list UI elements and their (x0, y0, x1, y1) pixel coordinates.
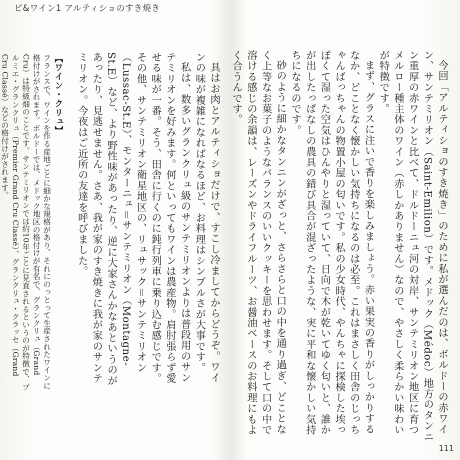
left-page-body (73, 52, 220, 388)
footnote-box (0, 54, 64, 392)
right-page-body (230, 50, 448, 444)
running-head: ピ&ワイン1 アルティショのすき焼き (14, 4, 161, 14)
right-page (230, 0, 460, 460)
paragraph: 具はお肉とアルティショだけで、すこし冷ましてからどうぞ。ワインの味が複雑になればなるほど、お料理はシンプルさが大事です。 (193, 52, 219, 384)
footnote-text: フランスで、ワインを作る産地ごとに細かな規格があり、それにのっとって生産されたワインに格付けがされます。ボルドーでは、メドック地区の格付けが有名で、グランクリュ（Grand Cru）は特級畑のことです。サンテミリオンでは約10年ごとに見直されるというのが特徴で、プルミエ・グランクリュ（Premier Grand Cru Classé）、グランクリュ・クラッセ（Grand Cru Classé）などの格付けがされます。 (0, 54, 52, 391)
page-number: 111 (438, 444, 454, 453)
paragraph: まず、グラスに注いで香りを楽しみましょう。赤い果実の香りがしっかりするなか、どことなく懐かしい気持ちになるのは必至。これはまさしく田舎のじっちゃんばっちゃんの物置小屋の匂いです。私の少女時代、やんちゃに探検した埃っぽくて湿った空気はひんやりと湿っていて、日向で木が乾いてゆく匂いと、誰かが出したっぱなしの農具の錆び具合が混ざったような、実に平和な懐かしい気持ちになるのです。 (288, 50, 374, 436)
footnote-title: 【ワイン・クリュ】 (54, 54, 64, 135)
paragraph: 砂のように細かなタンニンがざっと、さらさらと口の中を通り過ぎ、どことなく上等なお菓子のようなバランスのいいクッキーを思わせます。そして口の中で溶ける感じの余韻は、レーズンやドライフルーツ、お醤油ベースのお料理にもよく合うんです。 (230, 50, 286, 436)
paragraph: 私は、数多いグランクリュ級のサンテミリオンよりは普段用のサンテミリオンを好みます。何といってもワインは農産物。肩肘張らず愛せる味が一番。そう、田舎に行くのに鈍行列車に乗り込む感じです。その他、サンテミリオン衛星地区の、リュサック＝サンテミリオン（Lussac-St.E）、モンターニュ＝サンテミリオン（Montagne-St.E）など、より野性味があったり、逆に大家さんかなあというのがあったり、見逃せません。さあ、我が家のすき焼きに我が家のサンテミリオン。今夜はご近所の友達を呼びました。 (75, 52, 190, 387)
paragraph: 今回「アルティショのすき焼き」のために私が選んだのは、ボルドーの赤ワイン、サンテミリオン（Saint-Emilion）です。メドック（Médoc）地方のタンニン重厚の赤ワインと比べて、ドルドーニュ河の対岸、サンテミリオン地区に育つメルロー種主体のワイン（赤しかありません）なので、やさしく柔らかい味わいが特徴です。 (377, 50, 447, 442)
